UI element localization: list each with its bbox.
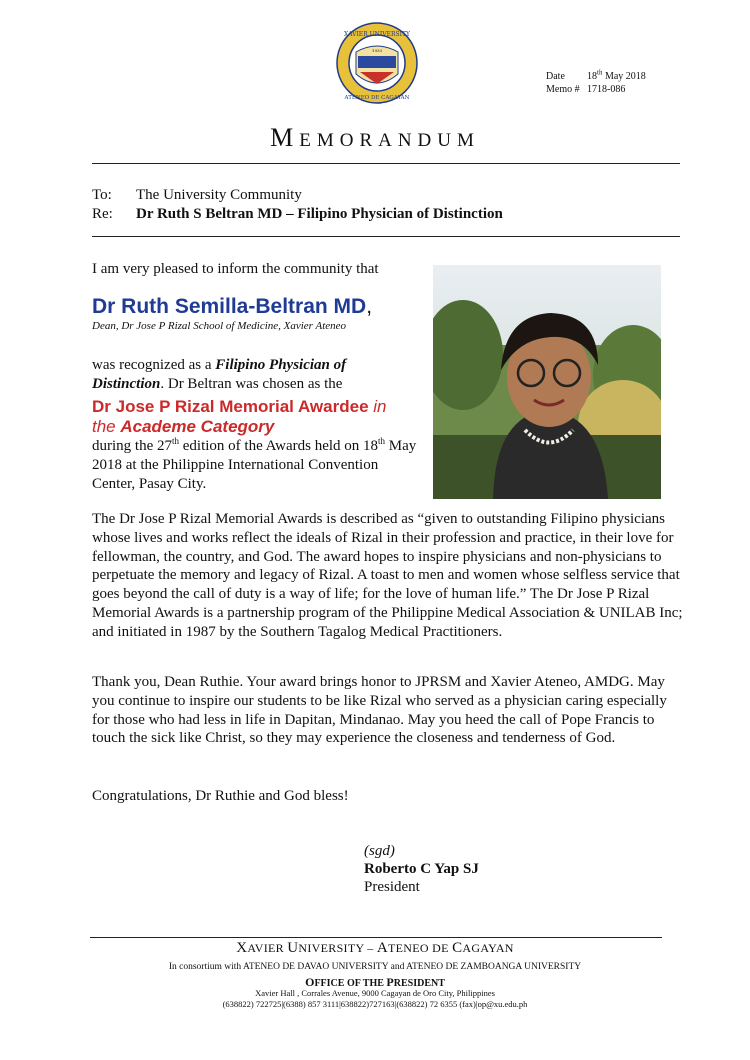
honoree-role: Dean, Dr Jose P Rizal School of Medicine, Xavier Ateneo (92, 320, 347, 332)
honoree-photo (433, 265, 661, 499)
footer-contacts: (638822) 722725|(6388) 857 3111|638822)727163|(638822) 72 6355 (fax)|op@xu.edu.ph (222, 999, 528, 1009)
to-value: The University Community (136, 187, 302, 203)
award-description-paragraph: The Dr Jose P Rizal Memorial Awards is described as “given to outstanding Filipino physicians whose lives and works reflect the ideals of Rizal in their profession and practice, in their love for fellowman, the country, and God. The award hopes to inspire physicians and non-physicians to perpetuate the memory and legacy of Rizal. A toast to men and women whose selfless service that goes beyond the call of duty is a way of life; for the love of human life.” The Dr Jose P Rizal Memorial Awards is a partnership program of the Philippine Medical Association & UNILAB Inc; and initiated in 1987 by the Southern Tagalog Medical Practitioners. (92, 511, 683, 640)
svg-text:1933: 1933 (371, 48, 383, 53)
footer-office: OFFICE OF THE PRESIDENT (305, 975, 445, 989)
memorandum-title: MEMORANDUM (270, 123, 480, 152)
divider (92, 163, 680, 164)
memo-meta (546, 70, 646, 96)
university-seal-logo (336, 22, 418, 104)
date-value: 18th May 2018 (587, 68, 646, 82)
intro-text: I am very pleased to inform the community that (92, 261, 379, 277)
event-details: during the 27th edition of the Awards held on 18th May 2018 at the Philippine International Convention Center, Pasay City. (92, 436, 417, 492)
signatory-name: Roberto C Yap SJ (364, 861, 479, 877)
signature-block (364, 842, 479, 896)
award-title: Dr Jose P Rizal Memorial Awardee in the Academe Category (92, 397, 387, 436)
memo-header (92, 186, 503, 224)
recognition-text: was recognized as a Filipino Physician of Distinction. Dr Beltran was chosen as the (92, 357, 347, 392)
signed-mark: (sgd) (364, 843, 395, 859)
date-label: Date (546, 71, 565, 82)
memo-number-label: Memo # (546, 84, 580, 95)
svg-text:ATENEO DE CAGAYAN: ATENEO DE CAGAYAN (344, 95, 410, 101)
honoree-name: Dr Ruth Semilla-Beltran MD, (92, 295, 373, 318)
footer-address: Xavier Hall , Corrales Avenue, 9000 Cagayan de Oro City, Philippines (255, 988, 495, 998)
re-label: Re: (92, 206, 113, 222)
re-row (92, 205, 503, 224)
svg-text:XAVIER UNIVERSITY: XAVIER UNIVERSITY (344, 31, 410, 38)
memo-number-value: 1718-086 (587, 84, 626, 95)
closing-line: Congratulations, Dr Ruthie and God bless! (92, 788, 349, 804)
to-label: To: (92, 187, 112, 203)
footer-university: XAVIER UNIVERSITY – ATENEO DE CAGAYAN (236, 940, 514, 956)
footer-consortium: In consortium with ATENEO DE DAVAO UNIVERSITY and ATENEO DE ZAMBOANGA UNIVERSITY (168, 962, 582, 972)
re-value: Dr Ruth S Beltran MD – Filipino Physician of Distinction (136, 206, 503, 222)
thank-you-paragraph: Thank you, Dean Ruthie. Your award brings honor to JPRSM and Xavier Ateneo, AMDG. May you continue to inspire our students to be like Rizal who served as a physician caring especially for those who had less in life in Dapitan, Mindanao. May you heed the call of Pope Francis to touch the sick like Christ, so they may experience the closeness and tenderness of God. (92, 674, 667, 747)
signatory-title: President (364, 879, 420, 895)
memo-number-row (546, 83, 646, 96)
footer-divider (90, 937, 662, 938)
divider (92, 236, 680, 237)
date-row (546, 70, 646, 83)
to-row (92, 186, 503, 205)
